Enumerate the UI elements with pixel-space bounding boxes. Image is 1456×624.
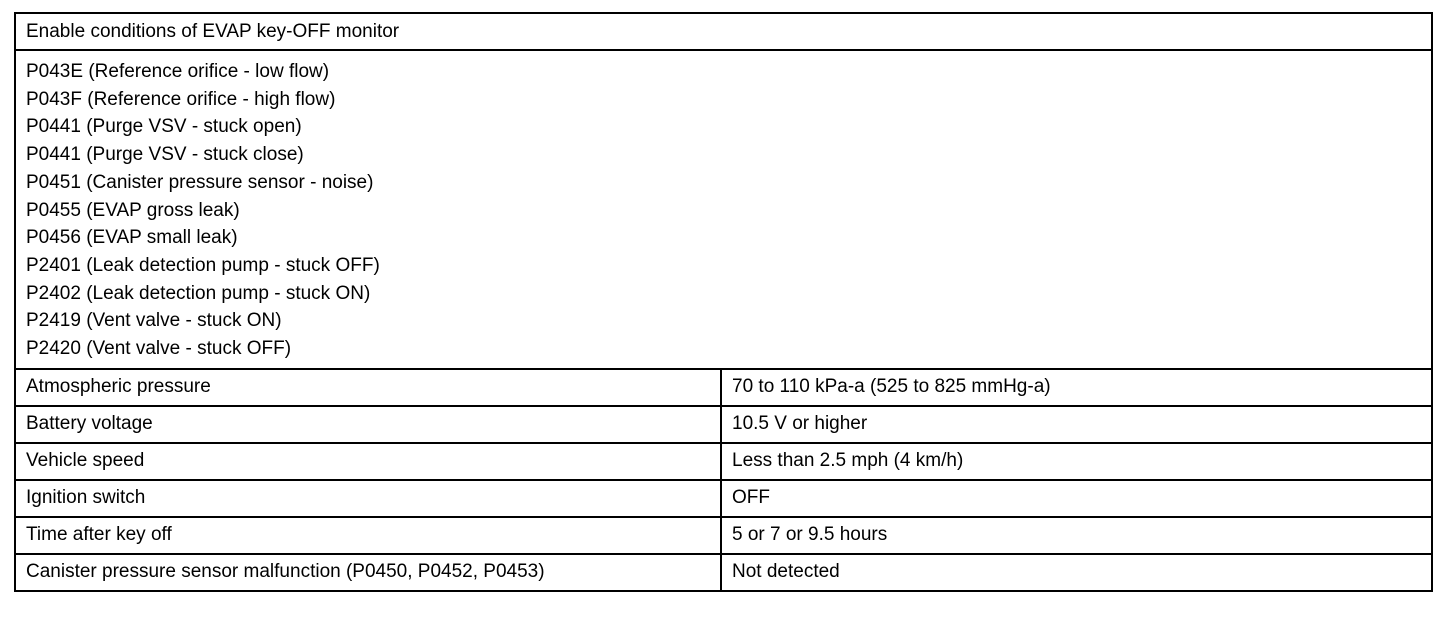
dtc-code-item: P2402 (Leak detection pump - stuck ON)	[26, 282, 371, 304]
condition-value: Less than 2.5 mph (4 km/h)	[721, 443, 1432, 480]
table-row	[15, 554, 1432, 591]
dtc-code-item: P0441 (Purge VSV - stuck close)	[26, 144, 304, 166]
dtc-codes-row	[15, 50, 1432, 369]
condition-value: 10.5 V or higher	[721, 406, 1432, 443]
dtc-code-item: P043F (Reference orifice - high flow)	[26, 88, 336, 110]
dtc-code-item: P0456 (EVAP small leak)	[26, 227, 238, 249]
dtc-code-item: P0455 (EVAP gross leak)	[26, 199, 240, 221]
dtc-codes-cell	[15, 50, 1432, 369]
table-header-row	[15, 13, 1432, 50]
condition-value: Not detected	[721, 554, 1432, 591]
table-row	[15, 517, 1432, 554]
table-title: Enable conditions of EVAP key-OFF monitor	[15, 13, 1432, 50]
condition-value: OFF	[721, 480, 1432, 517]
enable-conditions-table	[14, 12, 1433, 592]
condition-parameter: Time after key off	[15, 517, 721, 554]
dtc-code-item: P2419 (Vent valve - stuck ON)	[26, 310, 282, 332]
table-row	[15, 369, 1432, 406]
condition-parameter: Atmospheric pressure	[15, 369, 721, 406]
dtc-code-item: P0451 (Canister pressure sensor - noise)	[26, 171, 374, 193]
dtc-code-item: P043E (Reference orifice - low flow)	[26, 61, 330, 82]
condition-parameter: Battery voltage	[15, 406, 721, 443]
table-row	[15, 480, 1432, 517]
condition-value: 5 or 7 or 9.5 hours	[721, 517, 1432, 554]
dtc-code-item: P2420 (Vent valve - stuck OFF)	[26, 338, 292, 360]
dtc-code-item: P2401 (Leak detection pump - stuck OFF)	[26, 254, 380, 276]
condition-parameter: Canister pressure sensor malfunction (P0450, P0452, P0453)	[15, 554, 721, 591]
condition-value: 70 to 110 kPa-a (525 to 825 mmHg-a)	[721, 369, 1432, 406]
dtc-code-item: P0441 (Purge VSV - stuck open)	[26, 116, 302, 138]
condition-parameter: Vehicle speed	[15, 443, 721, 480]
condition-parameter: Ignition switch	[15, 480, 721, 517]
table-row	[15, 406, 1432, 443]
table-row	[15, 443, 1432, 480]
